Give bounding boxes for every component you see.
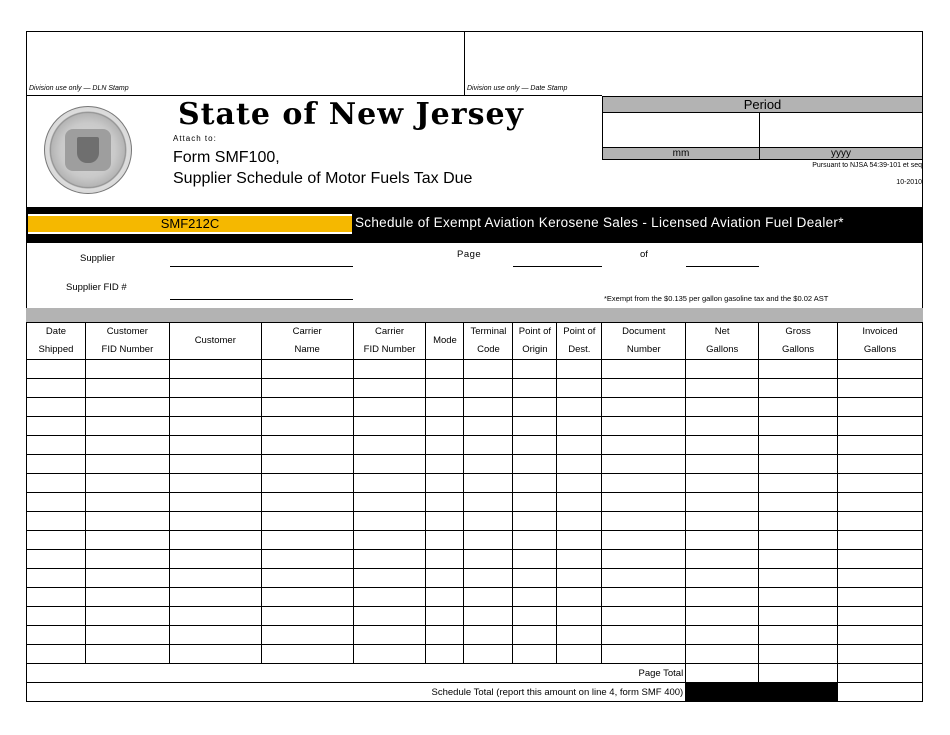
table-row bbox=[27, 474, 923, 493]
table-row bbox=[27, 379, 923, 398]
table-cell[interactable] bbox=[169, 455, 261, 474]
table-cell[interactable] bbox=[27, 645, 86, 664]
table-cell[interactable] bbox=[353, 474, 426, 493]
table-cell[interactable] bbox=[513, 512, 557, 531]
table-cell[interactable] bbox=[85, 360, 169, 379]
table-cell[interactable] bbox=[85, 398, 169, 417]
table-cell[interactable] bbox=[27, 379, 86, 398]
table-cell[interactable] bbox=[838, 379, 923, 398]
table-cell[interactable] bbox=[838, 360, 923, 379]
table-cell[interactable] bbox=[838, 398, 923, 417]
table-cell[interactable] bbox=[261, 379, 353, 398]
table-cell[interactable] bbox=[85, 569, 169, 588]
table-cell[interactable] bbox=[85, 531, 169, 550]
gray-separator bbox=[26, 308, 923, 322]
table-cell[interactable] bbox=[686, 512, 759, 531]
table-cell[interactable] bbox=[464, 588, 513, 607]
table-cell[interactable] bbox=[602, 493, 686, 512]
table-cell[interactable] bbox=[759, 531, 838, 550]
page-total-net[interactable] bbox=[686, 664, 759, 683]
table-cell[interactable] bbox=[513, 550, 557, 569]
table-cell[interactable] bbox=[686, 607, 759, 626]
table-row bbox=[27, 436, 923, 455]
table-cell[interactable] bbox=[464, 474, 513, 493]
table-cell[interactable] bbox=[513, 626, 557, 645]
table-cell[interactable] bbox=[27, 569, 86, 588]
table-cell[interactable] bbox=[169, 645, 261, 664]
table-cell[interactable] bbox=[513, 436, 557, 455]
table-row bbox=[27, 569, 923, 588]
table-cell[interactable] bbox=[27, 436, 86, 455]
table-cell[interactable] bbox=[85, 436, 169, 455]
schedule-table bbox=[26, 322, 923, 702]
table-cell[interactable] bbox=[602, 588, 686, 607]
table-cell[interactable] bbox=[464, 417, 513, 436]
table-cell[interactable] bbox=[261, 360, 353, 379]
col-net-gallons: Net Gallons bbox=[686, 323, 759, 360]
table-cell[interactable] bbox=[557, 569, 602, 588]
period-month-field[interactable] bbox=[602, 112, 760, 148]
table-cell[interactable] bbox=[557, 455, 602, 474]
table-cell[interactable] bbox=[27, 398, 86, 417]
table-cell[interactable] bbox=[464, 531, 513, 550]
table-cell[interactable] bbox=[686, 474, 759, 493]
table-cell[interactable] bbox=[353, 493, 426, 512]
table-cell[interactable] bbox=[513, 531, 557, 550]
pursuant-text: Pursuant to NJSA 54:39-101 et seq bbox=[812, 162, 922, 169]
table-cell[interactable] bbox=[27, 417, 86, 436]
table-cell[interactable] bbox=[261, 607, 353, 626]
col-date-shipped: Date Shipped bbox=[27, 323, 86, 360]
schedule-total-label: Schedule Total (report this amount on line 4, form SMF 400) bbox=[27, 683, 686, 702]
table-cell[interactable] bbox=[838, 436, 923, 455]
table-cell[interactable] bbox=[759, 569, 838, 588]
table-cell[interactable] bbox=[261, 436, 353, 455]
table-cell[interactable] bbox=[85, 493, 169, 512]
table-cell[interactable] bbox=[464, 512, 513, 531]
col-document-number: Document Number bbox=[602, 323, 686, 360]
mm-label: mm bbox=[602, 147, 760, 160]
table-cell[interactable] bbox=[557, 645, 602, 664]
table-cell[interactable] bbox=[169, 379, 261, 398]
table-cell[interactable] bbox=[426, 455, 464, 474]
table-cell[interactable] bbox=[464, 569, 513, 588]
table-cell[interactable] bbox=[85, 417, 169, 436]
table-cell[interactable] bbox=[513, 607, 557, 626]
col-carrier-fid: Carrier FID Number bbox=[353, 323, 426, 360]
table-cell[interactable] bbox=[169, 493, 261, 512]
table-cell[interactable] bbox=[169, 417, 261, 436]
revision-date: 10-2010 bbox=[896, 179, 922, 186]
table-cell[interactable] bbox=[602, 474, 686, 493]
table-cell[interactable] bbox=[686, 360, 759, 379]
col-mode: Mode bbox=[426, 323, 464, 360]
table-cell[interactable] bbox=[759, 493, 838, 512]
table-cell[interactable] bbox=[759, 607, 838, 626]
form-line-2: Supplier Schedule of Motor Fuels Tax Due bbox=[173, 170, 473, 187]
table-cell[interactable] bbox=[686, 569, 759, 588]
table-cell[interactable] bbox=[513, 645, 557, 664]
table-cell[interactable] bbox=[557, 360, 602, 379]
table-cell[interactable] bbox=[602, 417, 686, 436]
schedule-title: Schedule of Exempt Aviation Kerosene Sales - Licensed Aviation Fuel Dealer* bbox=[355, 215, 844, 230]
supplier-label: Supplier bbox=[80, 253, 115, 264]
table-cell[interactable] bbox=[464, 379, 513, 398]
table-cell[interactable] bbox=[686, 531, 759, 550]
table-cell[interactable] bbox=[353, 607, 426, 626]
table-cell[interactable] bbox=[602, 398, 686, 417]
col-point-origin: Point of Origin bbox=[513, 323, 557, 360]
col-invoiced-gallons: Invoiced Gallons bbox=[838, 323, 923, 360]
table-cell[interactable] bbox=[838, 512, 923, 531]
table-cell[interactable] bbox=[169, 569, 261, 588]
table-cell[interactable] bbox=[602, 550, 686, 569]
table-cell[interactable] bbox=[686, 455, 759, 474]
table-row bbox=[27, 626, 923, 645]
table-cell[interactable] bbox=[27, 626, 86, 645]
table-cell[interactable] bbox=[27, 550, 86, 569]
table-cell[interactable] bbox=[85, 455, 169, 474]
table-cell[interactable] bbox=[838, 474, 923, 493]
table-cell[interactable] bbox=[464, 550, 513, 569]
table-cell[interactable] bbox=[557, 512, 602, 531]
table-cell[interactable] bbox=[353, 455, 426, 474]
table-cell[interactable] bbox=[602, 607, 686, 626]
table-cell[interactable] bbox=[169, 436, 261, 455]
table-cell[interactable] bbox=[464, 645, 513, 664]
dln-stamp-label: Division use only — DLN Stamp bbox=[29, 85, 129, 92]
page-number-input[interactable] bbox=[513, 266, 602, 267]
col-gross-gallons: Gross Gallons bbox=[759, 323, 838, 360]
table-cell[interactable] bbox=[27, 607, 86, 626]
table-cell[interactable] bbox=[27, 512, 86, 531]
table-cell[interactable] bbox=[602, 512, 686, 531]
table-cell[interactable] bbox=[838, 626, 923, 645]
table-cell[interactable] bbox=[261, 455, 353, 474]
table-cell[interactable] bbox=[759, 645, 838, 664]
table-cell[interactable] bbox=[426, 569, 464, 588]
table-cell[interactable] bbox=[85, 474, 169, 493]
table-cell[interactable] bbox=[169, 512, 261, 531]
table-cell[interactable] bbox=[426, 626, 464, 645]
table-cell[interactable] bbox=[353, 569, 426, 588]
table-cell[interactable] bbox=[513, 493, 557, 512]
table-cell[interactable] bbox=[557, 436, 602, 455]
page-total-row bbox=[27, 664, 923, 683]
col-carrier-name: Carrier Name bbox=[261, 323, 353, 360]
table-cell[interactable] bbox=[759, 455, 838, 474]
table-row bbox=[27, 645, 923, 664]
table-row bbox=[27, 512, 923, 531]
table-cell[interactable] bbox=[27, 455, 86, 474]
table-cell[interactable] bbox=[557, 607, 602, 626]
table-cell[interactable] bbox=[169, 474, 261, 493]
table-cell[interactable] bbox=[426, 398, 464, 417]
table-cell[interactable] bbox=[261, 493, 353, 512]
table-cell[interactable] bbox=[426, 588, 464, 607]
table-cell[interactable] bbox=[686, 417, 759, 436]
table-cell[interactable] bbox=[353, 398, 426, 417]
table-cell[interactable] bbox=[464, 455, 513, 474]
table-cell[interactable] bbox=[557, 550, 602, 569]
table-cell[interactable] bbox=[261, 626, 353, 645]
yyyy-label: yyyy bbox=[759, 147, 923, 160]
table-cell[interactable] bbox=[169, 360, 261, 379]
state-seal-icon bbox=[44, 106, 132, 194]
table-cell[interactable] bbox=[513, 360, 557, 379]
table-cell[interactable] bbox=[759, 379, 838, 398]
table-cell[interactable] bbox=[426, 493, 464, 512]
table-cell[interactable] bbox=[838, 417, 923, 436]
table-cell[interactable] bbox=[353, 588, 426, 607]
table-cell[interactable] bbox=[464, 360, 513, 379]
table-cell[interactable] bbox=[169, 607, 261, 626]
table-cell[interactable] bbox=[602, 569, 686, 588]
col-terminal-code: Terminal Code bbox=[464, 323, 513, 360]
table-cell[interactable] bbox=[261, 512, 353, 531]
schedule-total-row bbox=[27, 683, 923, 702]
table-cell[interactable] bbox=[513, 474, 557, 493]
table-cell[interactable] bbox=[759, 474, 838, 493]
table-cell[interactable] bbox=[85, 550, 169, 569]
table-cell[interactable] bbox=[169, 531, 261, 550]
table-cell[interactable] bbox=[686, 550, 759, 569]
table-cell[interactable] bbox=[557, 474, 602, 493]
table-cell[interactable] bbox=[838, 455, 923, 474]
table-cell[interactable] bbox=[838, 569, 923, 588]
table-cell[interactable] bbox=[838, 607, 923, 626]
table-cell[interactable] bbox=[602, 626, 686, 645]
table-cell[interactable] bbox=[759, 417, 838, 436]
table-row bbox=[27, 550, 923, 569]
table-cell[interactable] bbox=[426, 436, 464, 455]
table-cell[interactable] bbox=[759, 626, 838, 645]
table-cell[interactable] bbox=[353, 550, 426, 569]
table-row bbox=[27, 417, 923, 436]
table-cell[interactable] bbox=[557, 398, 602, 417]
table-cell[interactable] bbox=[464, 607, 513, 626]
table-cell[interactable] bbox=[426, 550, 464, 569]
table-cell[interactable] bbox=[426, 531, 464, 550]
table-cell[interactable] bbox=[602, 645, 686, 664]
stamp-divider bbox=[464, 31, 465, 96]
schedule-code: SMF212C bbox=[28, 214, 352, 234]
table-cell[interactable] bbox=[513, 417, 557, 436]
table-cell[interactable] bbox=[513, 588, 557, 607]
table-cell[interactable] bbox=[557, 379, 602, 398]
table-cell[interactable] bbox=[261, 417, 353, 436]
table-cell[interactable] bbox=[261, 645, 353, 664]
table-cell[interactable] bbox=[759, 550, 838, 569]
table-cell[interactable] bbox=[759, 360, 838, 379]
date-stamp-label: Division use only — Date Stamp bbox=[467, 85, 568, 92]
table-cell[interactable] bbox=[353, 531, 426, 550]
table-cell[interactable] bbox=[261, 569, 353, 588]
table-cell[interactable] bbox=[169, 398, 261, 417]
table-cell[interactable] bbox=[838, 645, 923, 664]
table-cell[interactable] bbox=[686, 379, 759, 398]
schedule-total-blackout bbox=[686, 683, 838, 702]
table-cell[interactable] bbox=[557, 626, 602, 645]
table-cell[interactable] bbox=[513, 569, 557, 588]
table-cell[interactable] bbox=[602, 379, 686, 398]
table-cell[interactable] bbox=[85, 588, 169, 607]
page-count-input[interactable] bbox=[686, 266, 759, 267]
supplier-fid-input[interactable] bbox=[170, 299, 353, 300]
table-cell[interactable] bbox=[686, 493, 759, 512]
table-cell[interactable] bbox=[85, 512, 169, 531]
table-cell[interactable] bbox=[759, 436, 838, 455]
table-row bbox=[27, 455, 923, 474]
table-cell[interactable] bbox=[85, 607, 169, 626]
page-total-invoiced[interactable] bbox=[838, 664, 923, 683]
table-cell[interactable] bbox=[686, 588, 759, 607]
table-cell[interactable] bbox=[353, 379, 426, 398]
state-title: State of New Jersey bbox=[178, 97, 524, 132]
col-customer: Customer bbox=[169, 323, 261, 360]
table-cell[interactable] bbox=[838, 493, 923, 512]
table-cell[interactable] bbox=[85, 645, 169, 664]
table-cell[interactable] bbox=[426, 474, 464, 493]
table-cell[interactable] bbox=[557, 493, 602, 512]
table-cell[interactable] bbox=[513, 379, 557, 398]
table-cell[interactable] bbox=[759, 398, 838, 417]
table-row bbox=[27, 493, 923, 512]
table-cell[interactable] bbox=[261, 398, 353, 417]
table-row bbox=[27, 607, 923, 626]
table-cell[interactable] bbox=[426, 645, 464, 664]
stamp-bottom-rule bbox=[26, 95, 602, 96]
table-cell[interactable] bbox=[426, 417, 464, 436]
schedule-total-invoiced[interactable] bbox=[838, 683, 923, 702]
table-cell[interactable] bbox=[686, 626, 759, 645]
table-cell[interactable] bbox=[838, 550, 923, 569]
table-cell[interactable] bbox=[261, 531, 353, 550]
table-cell[interactable] bbox=[686, 645, 759, 664]
table-cell[interactable] bbox=[353, 512, 426, 531]
table-cell[interactable] bbox=[686, 436, 759, 455]
table-cell[interactable] bbox=[27, 531, 86, 550]
table-cell[interactable] bbox=[353, 360, 426, 379]
exempt-note: *Exempt from the $0.135 per gallon gasoline tax and the $0.02 AST bbox=[604, 294, 829, 303]
table-cell[interactable] bbox=[602, 531, 686, 550]
table-cell[interactable] bbox=[353, 626, 426, 645]
table-cell[interactable] bbox=[353, 417, 426, 436]
table-cell[interactable] bbox=[261, 550, 353, 569]
table-cell[interactable] bbox=[169, 588, 261, 607]
table-row bbox=[27, 360, 923, 379]
table-cell[interactable] bbox=[169, 626, 261, 645]
table-cell[interactable] bbox=[27, 474, 86, 493]
attach-label: Attach to: bbox=[173, 134, 217, 143]
table-cell[interactable] bbox=[838, 588, 923, 607]
col-customer-fid: Customer FID Number bbox=[85, 323, 169, 360]
page-label: Page bbox=[457, 249, 482, 260]
table-cell[interactable] bbox=[838, 531, 923, 550]
table-cell[interactable] bbox=[557, 417, 602, 436]
period-year-field[interactable] bbox=[759, 112, 923, 148]
table-cell[interactable] bbox=[27, 588, 86, 607]
table-header-row bbox=[27, 323, 923, 360]
table-cell[interactable] bbox=[261, 588, 353, 607]
table-cell[interactable] bbox=[759, 512, 838, 531]
col-point-dest: Point of Dest. bbox=[557, 323, 602, 360]
table-cell[interactable] bbox=[426, 360, 464, 379]
table-row bbox=[27, 398, 923, 417]
table-row bbox=[27, 588, 923, 607]
table-cell[interactable] bbox=[557, 588, 602, 607]
table-cell[interactable] bbox=[85, 379, 169, 398]
table-cell[interactable] bbox=[27, 360, 86, 379]
table-cell[interactable] bbox=[464, 626, 513, 645]
table-cell[interactable] bbox=[602, 436, 686, 455]
table-cell[interactable] bbox=[426, 379, 464, 398]
table-cell[interactable] bbox=[426, 512, 464, 531]
table-cell[interactable] bbox=[426, 607, 464, 626]
table-cell[interactable] bbox=[353, 436, 426, 455]
supplier-fid-label: Supplier FID # bbox=[66, 282, 127, 293]
table-cell[interactable] bbox=[602, 360, 686, 379]
table-cell[interactable] bbox=[464, 493, 513, 512]
table-cell[interactable] bbox=[27, 493, 86, 512]
table-cell[interactable] bbox=[464, 436, 513, 455]
table-cell[interactable] bbox=[353, 645, 426, 664]
supplier-input[interactable] bbox=[170, 266, 353, 267]
table-cell[interactable] bbox=[513, 455, 557, 474]
table-row bbox=[27, 531, 923, 550]
table-cell[interactable] bbox=[759, 588, 838, 607]
table-cell[interactable] bbox=[169, 550, 261, 569]
table-cell[interactable] bbox=[513, 398, 557, 417]
table-cell[interactable] bbox=[686, 398, 759, 417]
table-cell[interactable] bbox=[602, 455, 686, 474]
of-label: of bbox=[640, 249, 648, 260]
table-cell[interactable] bbox=[464, 398, 513, 417]
table-cell[interactable] bbox=[85, 626, 169, 645]
page-total-label: Page Total bbox=[27, 664, 686, 683]
page-total-gross[interactable] bbox=[759, 664, 838, 683]
form-line-1: Form SMF100, bbox=[173, 149, 280, 166]
table-cell[interactable] bbox=[557, 531, 602, 550]
period-header: Period bbox=[602, 96, 923, 113]
table-cell[interactable] bbox=[261, 474, 353, 493]
